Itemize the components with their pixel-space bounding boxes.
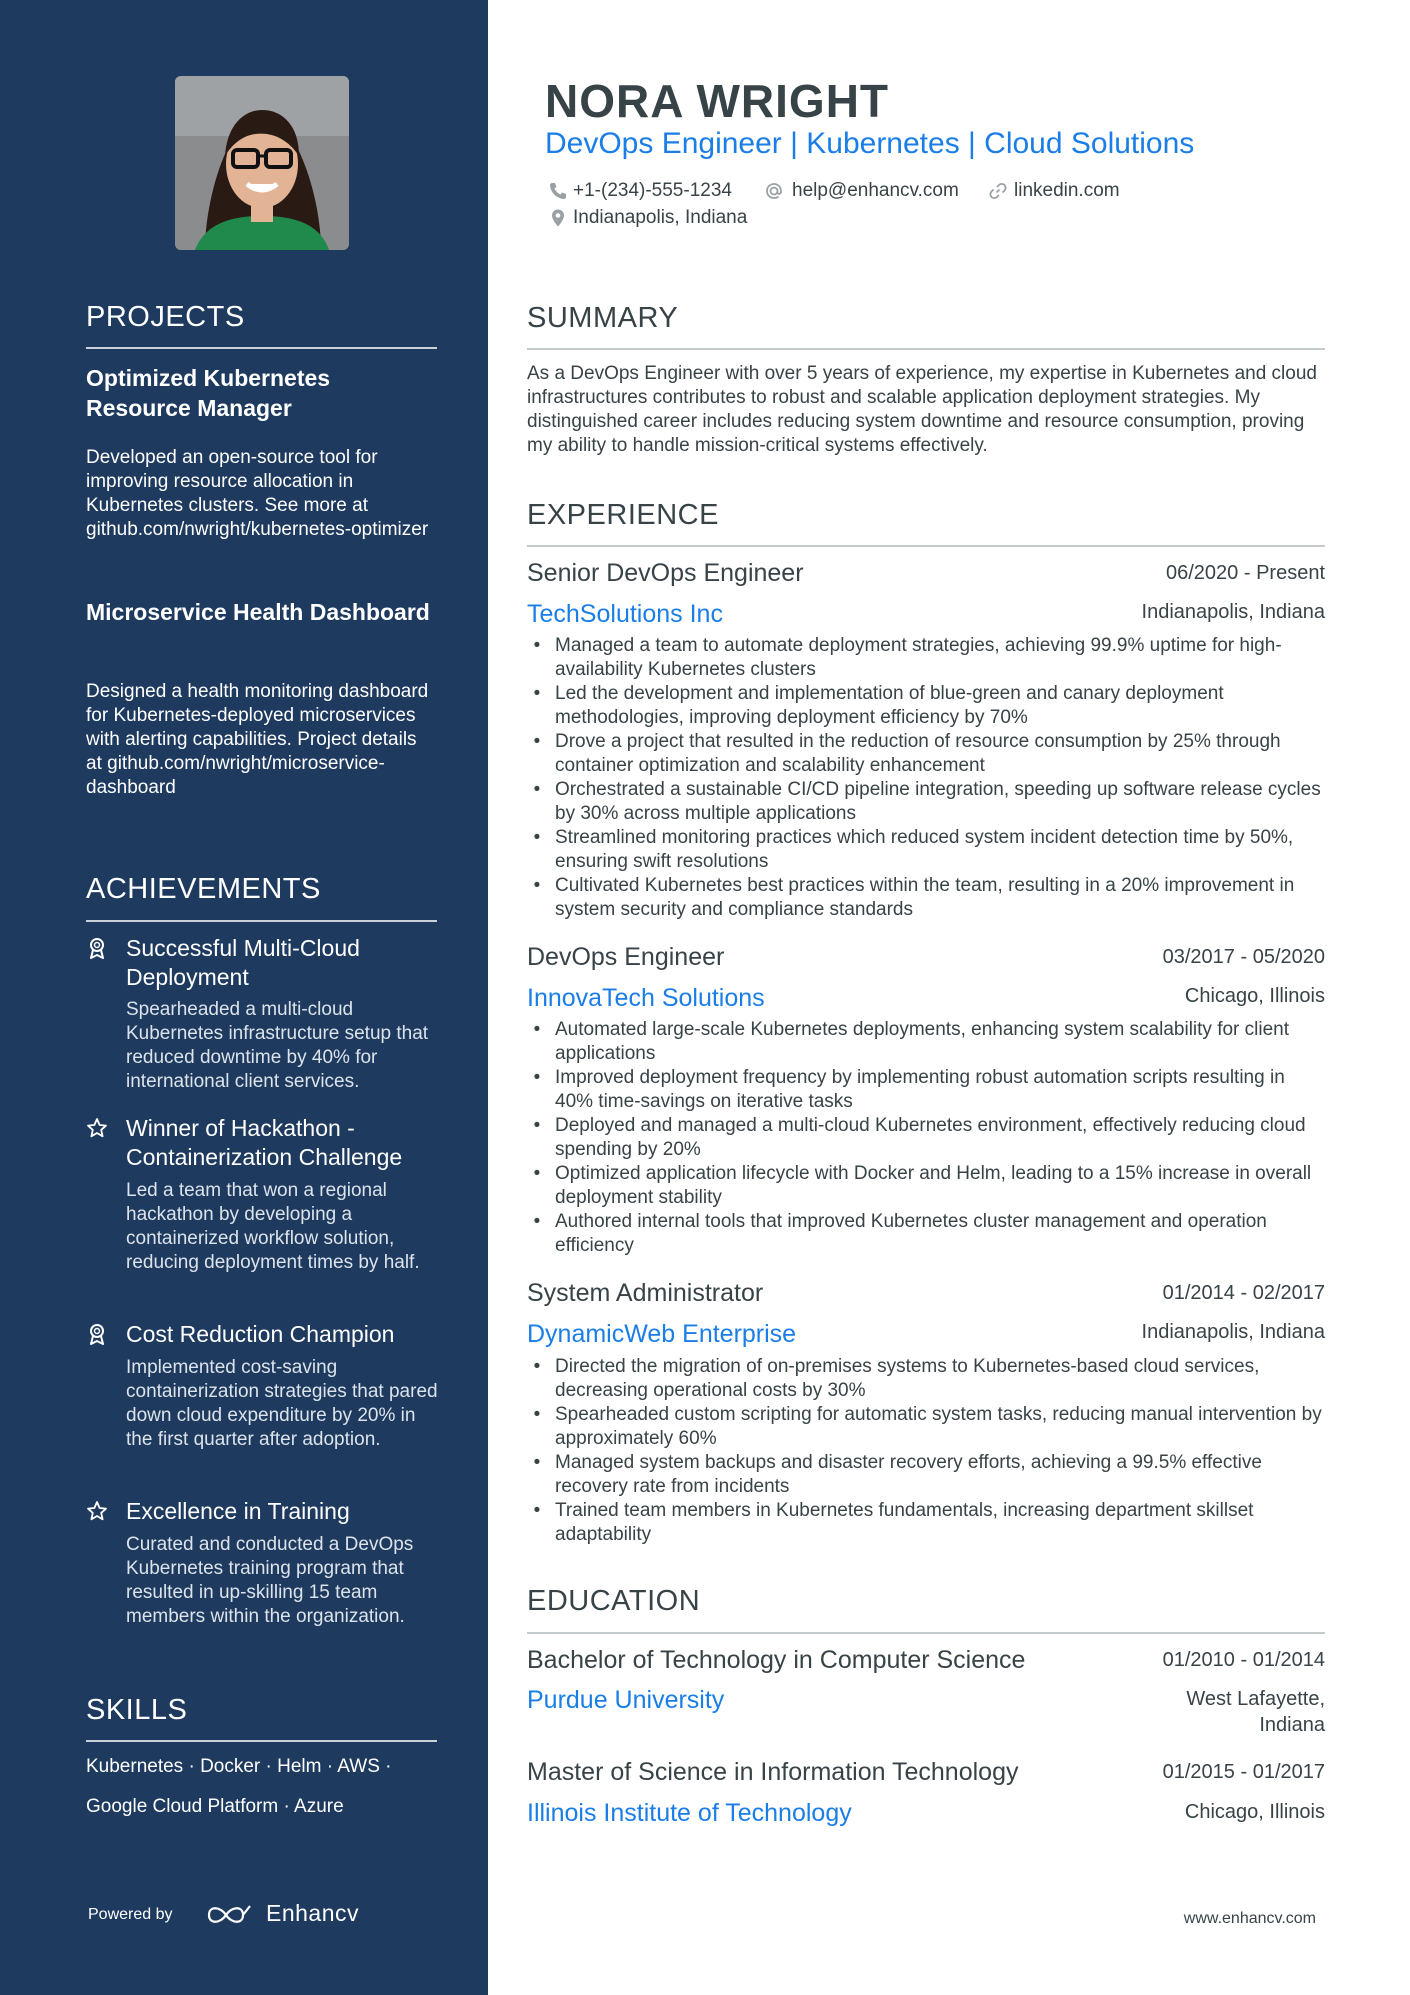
project-title: Microservice Health Dashboard	[86, 599, 430, 625]
enhancv-brand-name: Enhancv	[266, 1900, 360, 1926]
achievements-heading: ACHIEVEMENTS	[86, 873, 321, 905]
school-name: Illinois Institute of Technology	[527, 1799, 852, 1827]
bullet-item: • Directed the migration of on-premises systems to Kubernetes-based cloud services, decreasing operational costs by 30%	[533, 1356, 1260, 1401]
enhancv-logo-icon	[206, 1900, 256, 1930]
project-title: Optimized Kubernetes Resource Manager	[86, 365, 331, 421]
sidebar	[0, 0, 488, 1995]
job-bullets	[527, 1018, 1327, 1258]
bullet-item: • Spearheaded custom scripting for automatic system tasks, reducing manual intervention by approximately 60%	[533, 1404, 1322, 1449]
skills-divider	[86, 1740, 437, 1742]
skills-heading: SKILLS	[86, 1694, 188, 1726]
bullet-item: • Optimized application lifecycle with Docker and Helm, leading to a 15% increase in overall deployment stability	[533, 1163, 1312, 1208]
star-icon	[86, 1117, 108, 1139]
powered-by-label: Powered by	[88, 1906, 173, 1923]
location-pin-icon	[548, 208, 568, 228]
bullet-item: • Trained team members in Kubernetes fundamentals, increasing department skillset adaptability	[533, 1500, 1254, 1545]
summary-heading: SUMMARY	[527, 302, 679, 334]
linkedin-link[interactable]: linkedin.com	[1014, 180, 1120, 201]
experience-divider	[527, 545, 1325, 547]
job-location: Chicago, Illinois	[1184, 985, 1325, 1007]
degree-title: Master of Science in Information Technology	[527, 1758, 1019, 1786]
company-name: DynamicWeb Enterprise	[527, 1320, 797, 1348]
bullet-item: • Improved deployment frequency by implementing robust automation scripts resulting in 40% time-savings on iterative tasks	[533, 1067, 1285, 1112]
bullet-item: • Authored internal tools that improved Kubernetes cluster management and operation efficiency	[533, 1211, 1267, 1256]
degree-title: Bachelor of Technology in Computer Science	[527, 1646, 1026, 1674]
bullet-item: • Automated large-scale Kubernetes deployments, enhancing system scalability for client applications	[533, 1019, 1289, 1064]
bullet-item: • Managed system backups and disaster recovery efforts, achieving a 99.5% effective recovery rate from incidents	[533, 1452, 1262, 1497]
skills-list: Google Cloud Platform · Azure	[86, 1796, 344, 1817]
job-title: Senior DevOps Engineer	[527, 559, 804, 587]
education-location: Chicago, Illinois	[1184, 1801, 1325, 1823]
bullet-item: • Cultivated Kubernetes best practices within the team, resulting in a 20% improvement in system security and compliance standards	[533, 875, 1295, 920]
email-address[interactable]: help@enhancv.com	[792, 180, 959, 201]
star-icon	[86, 1500, 108, 1522]
education-divider	[527, 1632, 1325, 1634]
education-heading: EDUCATION	[527, 1585, 701, 1617]
profile-photo	[175, 76, 349, 250]
bullet-item: • Managed a team to automate deployment strategies, achieving 99.9% uptime for high-availability Kubernetes clusters	[533, 635, 1282, 680]
project-description: Designed a health monitoring dashboard for Kubernetes-deployed microservices with alerting capabilities. Project details at github.com/nwright/microservice-dashboard	[86, 681, 429, 798]
projects-divider	[86, 347, 437, 349]
award-icon	[86, 937, 108, 959]
phone-number: +1-(234)-555-1234	[573, 180, 732, 201]
summary-text: As a DevOps Engineer with over 5 years of experience, my expertise in Kubernetes and cloud infrastructures contributes to robust and scalable application deployment strategies. My distinguished career includes reducing system downtime and resource consumption, proving my ability to handle mission-critical systems effectively.	[527, 363, 1317, 456]
experience-heading: EXPERIENCE	[527, 499, 719, 531]
candidate-name: NORA WRIGHT	[545, 75, 890, 127]
projects-heading: PROJECTS	[86, 301, 245, 333]
location: Indianapolis, Indiana	[573, 207, 748, 228]
candidate-headline: DevOps Engineer | Kubernetes | Cloud Solutions	[545, 127, 1195, 160]
project-description: Developed an open-source tool for improving resource allocation in Kubernetes clusters. See more at github.com/nwright/kubernetes-optimizer	[86, 447, 429, 540]
achievement-description: Led a team that won a regional hackathon by developing a containerized workflow solution, reducing deployment times by half.	[126, 1180, 420, 1273]
email-icon	[764, 181, 784, 201]
achievement-description: Curated and conducted a DevOps Kubernetes training program that resulted in up-skilling 15 team members within the organization.	[126, 1534, 414, 1627]
link-icon	[988, 181, 1008, 201]
education-dates: 01/2010 - 01/2014	[1162, 1649, 1325, 1671]
education-location: West Lafayette,	[1186, 1688, 1325, 1710]
job-location: Indianapolis, Indiana	[1141, 601, 1325, 623]
job-dates: 01/2014 - 02/2017	[1162, 1282, 1325, 1304]
summary-divider	[527, 348, 1325, 350]
job-title: DevOps Engineer	[527, 943, 725, 971]
bullet-item: • Drove a project that resulted in the reduction of resource consumption by 25% through container optimization and scalability enhancement	[533, 731, 1281, 776]
phone-icon	[548, 181, 568, 201]
achievement-title: Successful Multi-Cloud Deployment	[126, 935, 360, 990]
company-name: InnovaTech Solutions	[527, 984, 765, 1012]
job-bullets	[527, 634, 1327, 922]
achievement-description: Implemented cost-saving containerization strategies that pared down cloud expenditure by 20% in the first quarter after adoption.	[126, 1357, 438, 1450]
achievement-title: Winner of Hackathon - Containerization Challenge	[126, 1115, 403, 1170]
job-dates: 06/2020 - Present	[1166, 562, 1325, 584]
achievements-divider	[86, 920, 437, 922]
bullet-item: • Led the development and implementation of blue-green and canary deployment methodologies, improving deployment efficiency by 70%	[533, 683, 1224, 728]
job-bullets	[527, 1355, 1327, 1547]
award-icon	[86, 1323, 108, 1345]
bullet-item: • Deployed and managed a multi-cloud Kubernetes environment, effectively reducing cloud spending by 20%	[533, 1115, 1306, 1160]
job-location: Indianapolis, Indiana	[1141, 1321, 1325, 1343]
achievement-description: Spearheaded a multi-cloud Kubernetes infrastructure setup that reduced downtime by 40% for international client services.	[126, 999, 429, 1092]
achievement-title: Excellence in Training	[126, 1498, 350, 1524]
education-location: Indiana	[1259, 1714, 1325, 1736]
achievement-title: Cost Reduction Champion	[126, 1321, 395, 1347]
education-dates: 01/2015 - 01/2017	[1162, 1761, 1325, 1783]
footer-url[interactable]: www.enhancv.com	[1183, 1910, 1316, 1927]
bullet-item: • Orchestrated a sustainable CI/CD pipeline integration, speeding up software release cycles by 30% across multiple applications	[533, 779, 1321, 824]
skills-list: Kubernetes · Docker · Helm · AWS ·	[86, 1756, 392, 1777]
bullet-item: • Streamlined monitoring practices which reduced system incident detection time by 50%, ensuring swift resolutions	[533, 827, 1294, 872]
job-title: System Administrator	[527, 1279, 764, 1307]
school-name: Purdue University	[527, 1686, 725, 1714]
job-dates: 03/2017 - 05/2020	[1162, 946, 1325, 968]
company-name: TechSolutions Inc	[527, 600, 723, 628]
